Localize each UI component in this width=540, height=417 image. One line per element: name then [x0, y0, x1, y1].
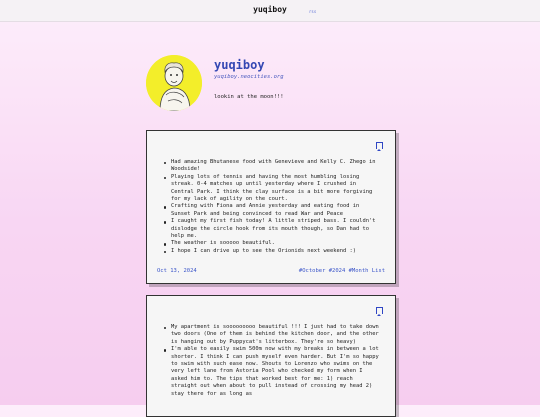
post-list — [163, 159, 379, 255]
avatar — [146, 55, 202, 111]
avatar-illustration-icon — [146, 55, 202, 111]
list-item: My apartment is sooooooooo beautiful !!! I just had to take down two doors (One of them is behind the kitchen door, and the other is hanging out by Puppycat's litterbox. They're so heavy) — [163, 324, 379, 346]
list-item: The weather is sooooo beautiful. — [163, 240, 379, 247]
profile-site-link[interactable]: yuqiboy.neocities.org — [214, 74, 284, 80]
post-card — [146, 130, 396, 284]
post-card — [146, 295, 396, 417]
post-tags[interactable]: #October #2024 #Month List — [298, 268, 385, 274]
list-item: I'm able to easily swim 500m now with my breaks in between a lot shorter. I think I can push myself even harder. But I'm so happy to swim with such ease now. Shouts to Lorenzo who swims on the very left lane from Astoria Pool who checked my form when I asked him to. The tips that worked best for me: 1) reach straight out when about to pull instead of crossing my head 2) stay there for as long as — [163, 346, 379, 398]
profile-header — [146, 55, 396, 115]
list-item: I hope I can drive up to see the Orionids next weekend :) — [163, 248, 379, 255]
list-item: Had amazing Bhutanese food with Genevieve and Kelly C. Zhego in Woodside! — [163, 159, 379, 174]
profile-bio: lookin at the moon!!! — [214, 94, 284, 100]
post-date-link[interactable]: Oct 13, 2024 — [157, 268, 197, 274]
rss-link[interactable]: rss — [309, 9, 317, 14]
list-item: Crafting with Fiona and Annie yesterday and eating food in Sunset Park and being convinced to read War and Peace — [163, 203, 379, 218]
site-brand-link[interactable]: yuqiboy — [253, 5, 287, 14]
list-item: Playing lots of tennis and having the most humbling losing streak. 0-4 matches up until yesterday where I crushed in Central Park. I think the clay surface is a bit more forgiving for my lack of agility on the court. — [163, 174, 379, 204]
list-item: I caught my first fish today! A little striped bass. I couldn't dislodge the circle hook from its mouth though, so Dan had to help me. — [163, 218, 379, 240]
bookmark-icon[interactable] — [376, 142, 383, 149]
post-list — [163, 324, 379, 398]
top-bar — [0, 0, 540, 22]
profile-name[interactable]: yuqiboy — [214, 58, 265, 72]
bookmark-icon[interactable] — [376, 307, 383, 314]
